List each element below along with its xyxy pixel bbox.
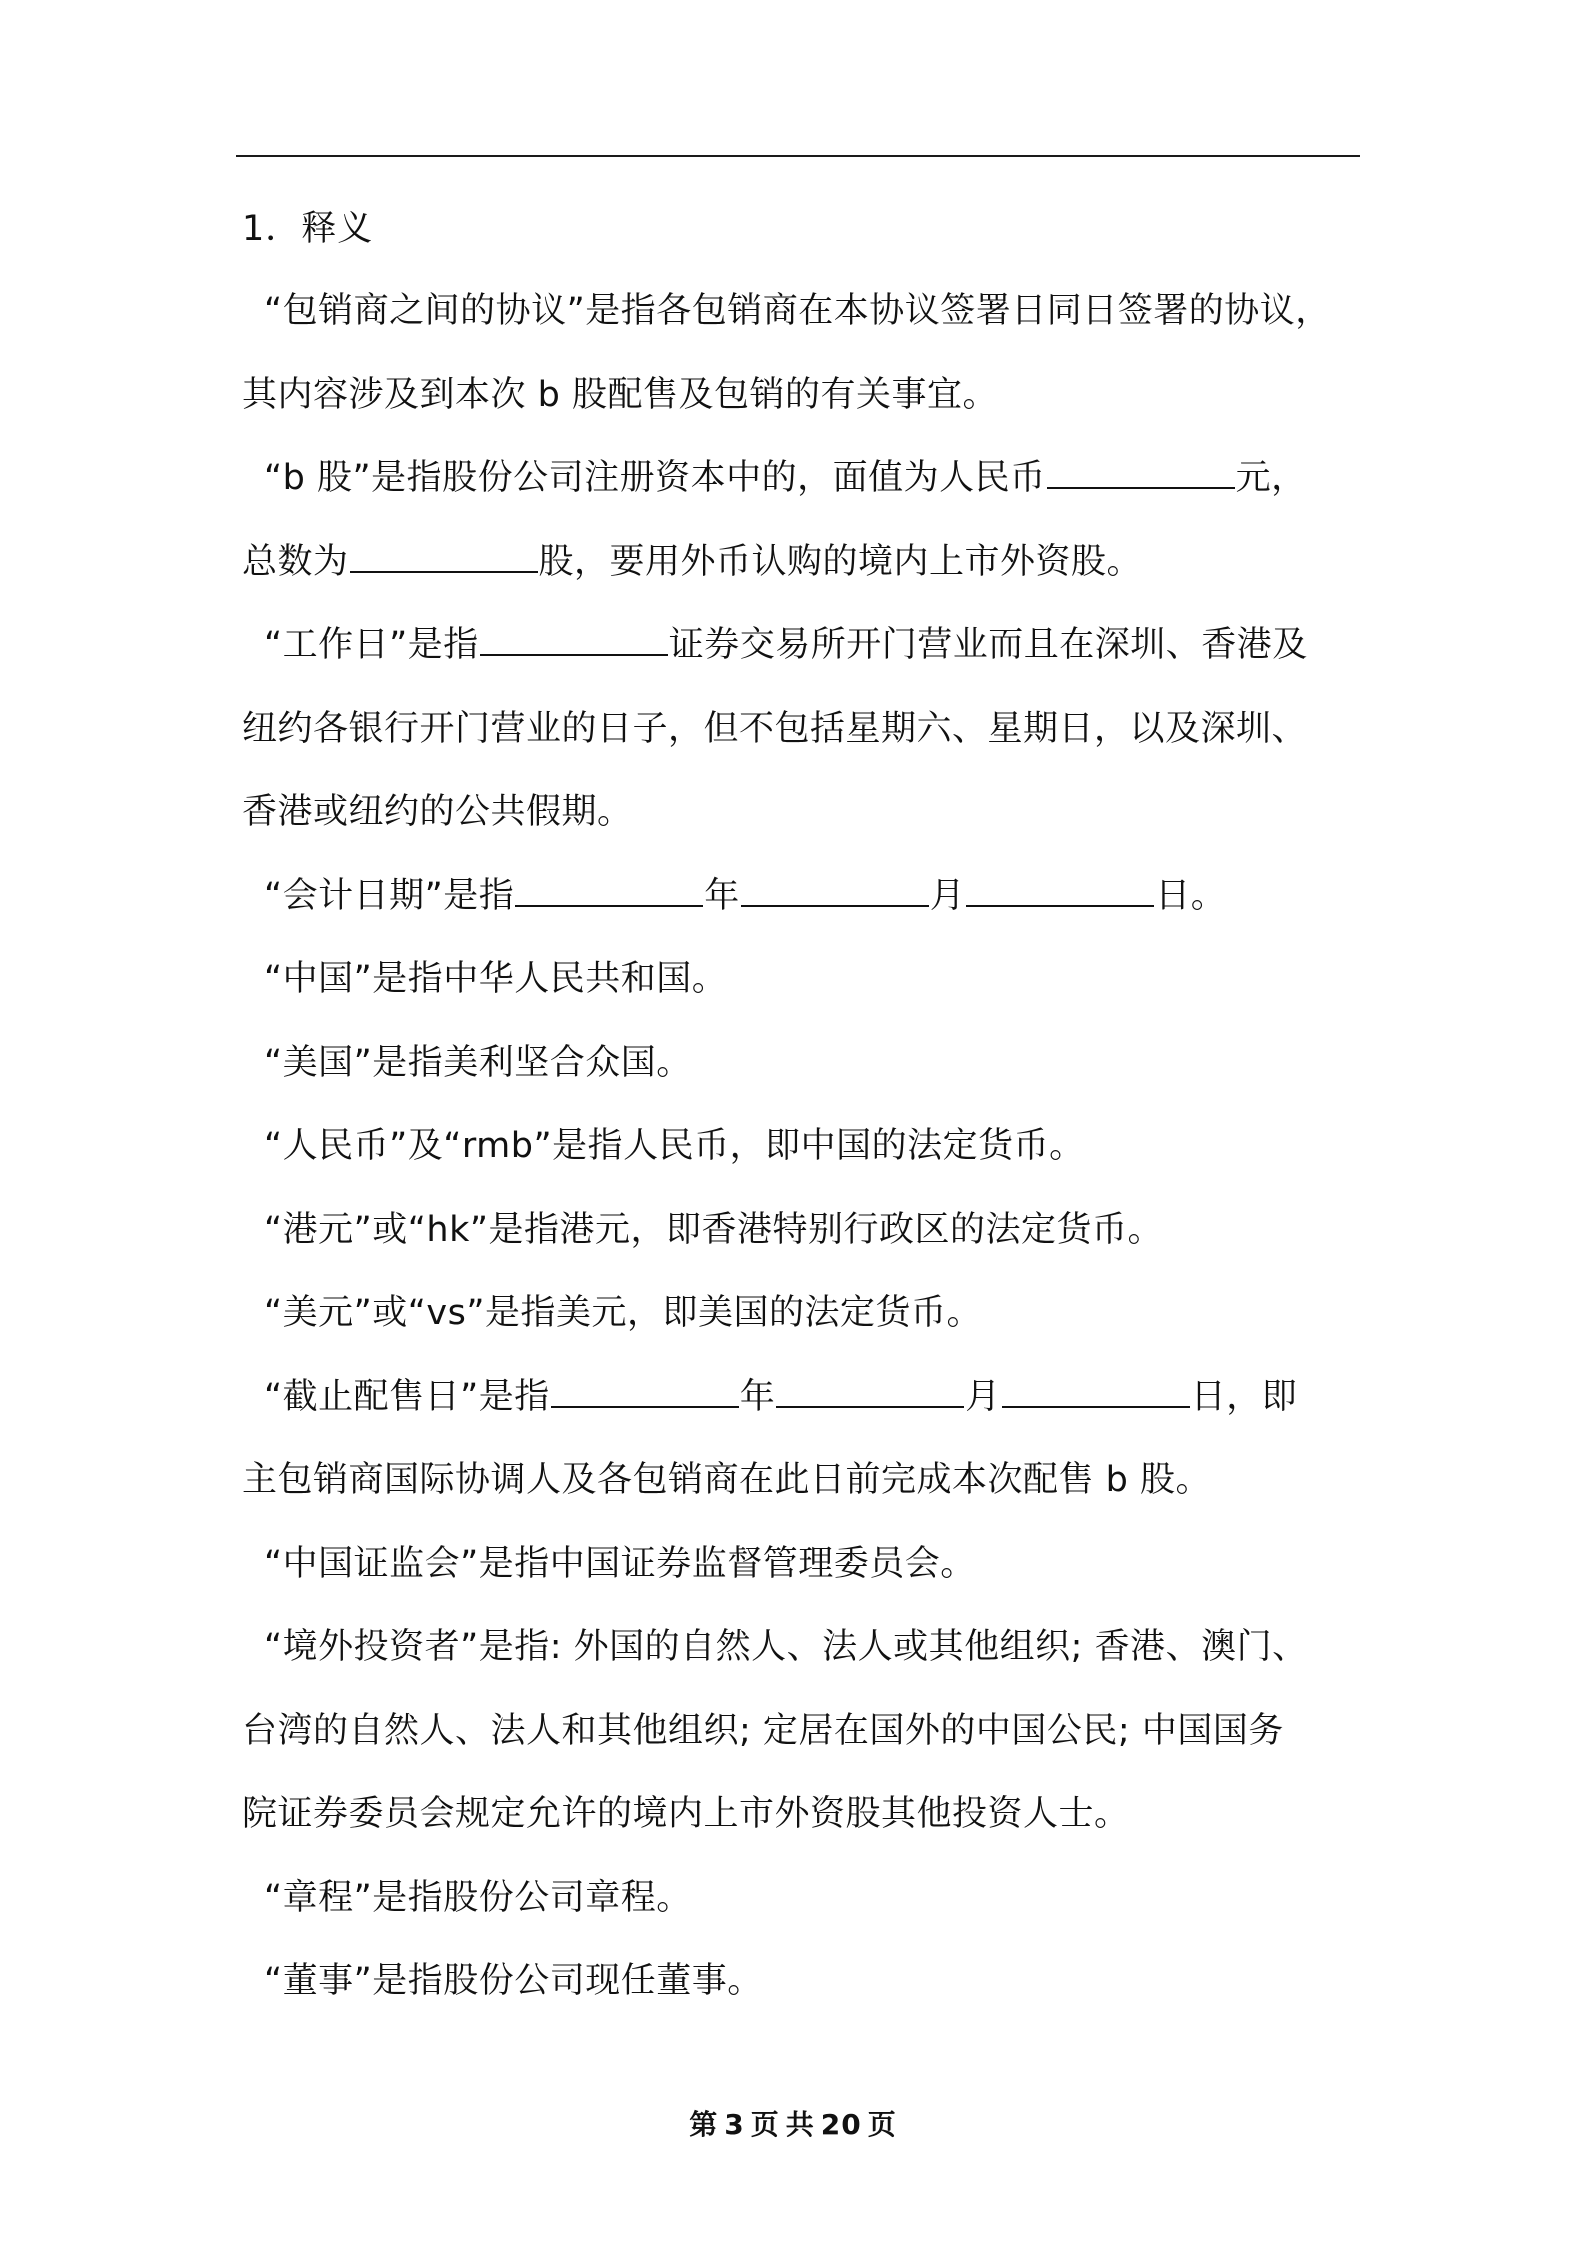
definitions-body [242,285,1382,2039]
fill-in-blank [1002,1403,1190,1408]
definition-line: “港元”或“hk”是指港元，即香港特别行政区的法定货币。 [264,1209,1163,1250]
fill-in-blank [966,902,1154,907]
definition-text: 日。 [1155,875,1227,916]
definition-line: “美国”是指美利坚合众国。 [264,1042,692,1083]
definition-line [242,452,1382,536]
section-heading [242,203,373,255]
section-title: 释义 [301,209,374,249]
definition-line: “包销商之间的协议”是指各包销商在本协议签署日同日签署的协议， [264,291,1331,331]
fill-in-blank [350,568,538,573]
definition-line [242,1371,1382,1455]
fill-in-blank [776,1403,964,1408]
definition-text: “截止配售日”是指 [264,1376,550,1417]
definition-text: 股，要用外币认购的境内上市外资股。 [538,541,1143,582]
footer-text: 共 [785,2108,815,2141]
fill-in-blank [1047,484,1235,489]
definition-line [242,536,1382,620]
definition-line: 纽约各银行开门营业的日子，但不包括星期六、星期日，以及深圳、 [242,708,1308,749]
total-pages: 20 [820,2108,862,2141]
definition-line: “境外投资者”是指: 外国的自然人、法人或其他组织; 香港、澳门、 [264,1627,1308,1667]
section-number: 1． [242,209,302,249]
footer-text: 第 [689,2108,719,2141]
definition-line: “美元”或“vs”是指美元，即美国的法定货币。 [264,1293,982,1333]
definition-text: “工作日”是指 [264,625,479,665]
definition-text: 元， [1235,458,1307,498]
definition-text: 月 [965,1376,1001,1417]
definition-text: “会计日期”是指 [264,875,515,916]
definition-text: 月 [929,875,966,916]
header-rule [236,155,1360,157]
definition-text: “b 股”是指股份公司注册资本中的，面值为人民币 [264,458,1046,498]
definition-line [242,619,1382,703]
definition-line: “董事”是指股份公司现任董事。 [264,1961,763,2001]
definition-text: 证券交易所开门营业而且在深圳、香港及 [668,625,1308,665]
definition-line: “中国证监会”是指中国证券监督管理委员会。 [264,1543,976,1584]
fill-in-blank [551,1403,739,1408]
fill-in-blank [515,902,703,907]
definition-line: 台湾的自然人、法人和其他组织; 定居在国外的中国公民; 中国国务 [242,1710,1284,1751]
definition-line: 香港或纽约的公共假期。 [242,792,633,832]
definition-line [242,870,1382,954]
fill-in-blank [480,651,668,656]
definition-line: 其内容涉及到本次 b 股配售及包销的有关事宜。 [242,374,998,415]
definition-line: “人民币”及“rmb”是指人民币，即中国的法定货币。 [264,1126,1085,1166]
page-footer [0,2103,1586,2143]
definition-text: 年 [704,875,740,916]
definition-text: 总数为 [242,541,349,582]
definition-line: 院证券委员会规定允许的境内上市外资股其他投资人士。 [242,1794,1130,1834]
page-number: 3 [724,2108,745,2141]
definition-text: 年 [739,1376,776,1417]
definition-text: 日，即 [1190,1376,1298,1417]
definition-line: “中国”是指中华人民共和国。 [264,959,728,999]
footer-text: 页 [867,2108,897,2141]
definition-line: 主包销商国际协调人及各包销商在此日前完成本次配售 b 股。 [242,1460,1211,1500]
definition-line: “章程”是指股份公司章程。 [264,1877,692,1918]
fill-in-blank [741,902,929,907]
footer-text: 页 [750,2108,780,2141]
